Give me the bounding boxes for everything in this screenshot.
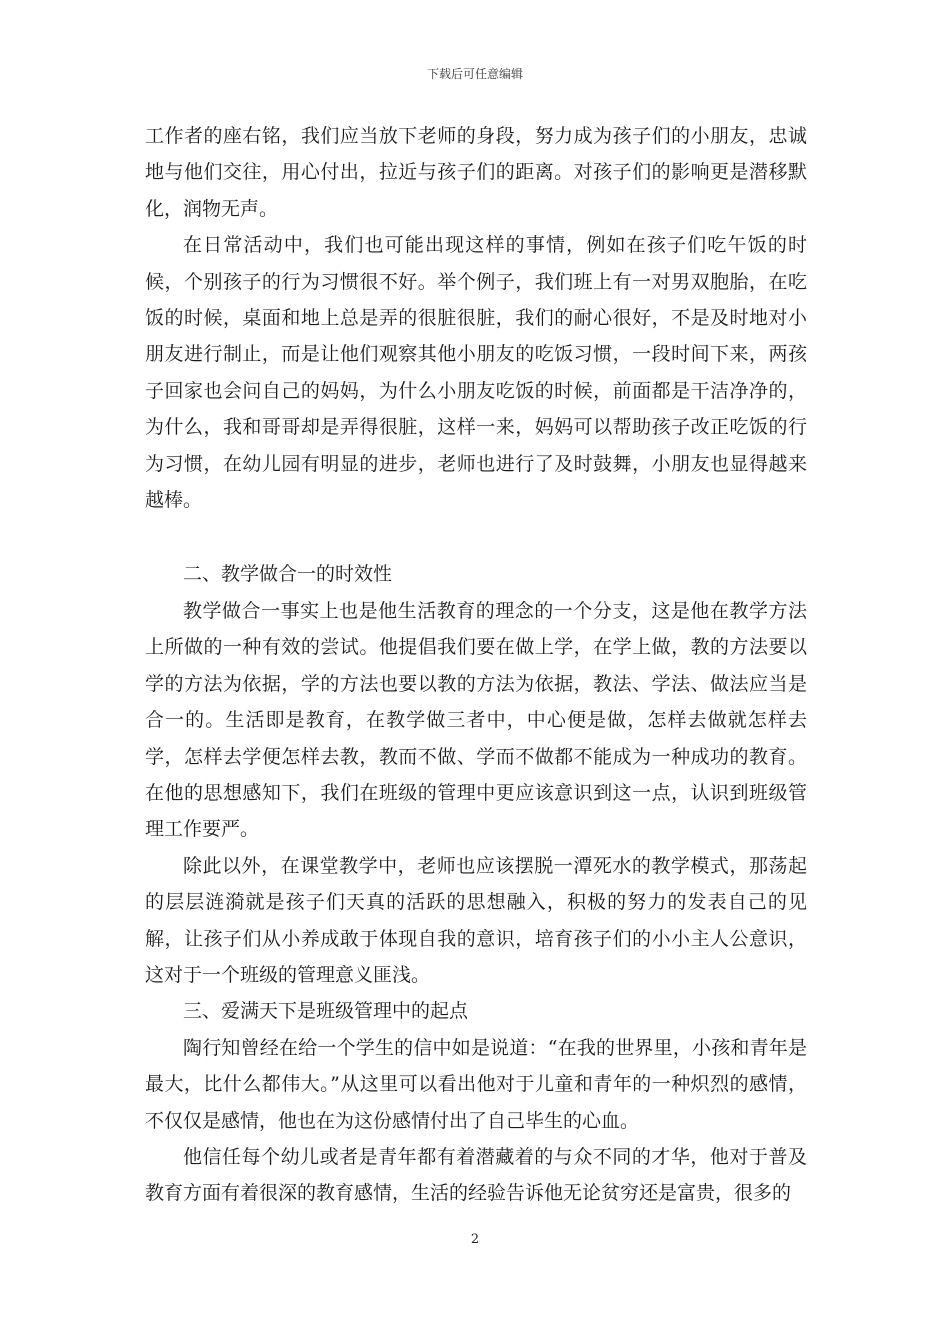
section-heading-3: 三、爱满天下是班级管理中的起点: [183, 1000, 469, 1023]
paragraph-tao-letter: 陶行知曾经在给一个学生的信中如是说道：“在我的世界里，小孩和青年是最大，比什么都伟大。”从这里可以看出他对于儿童和青年的一种炽烈的感情，不仅仅是感情，他也在为这份感情付出了自己毕生的心血。: [145, 1036, 807, 1132]
paragraph-trust-talent: 他信任每个幼儿或者是青年都有着潜藏着的与众不同的才华，他对于普及教育方面有着很深的教育感情，生活的经验告诉他无论贫穷还是富贵，很多的: [145, 1145, 807, 1205]
section-heading-2: 二、教学做合一的时效性: [183, 563, 393, 586]
paragraph-spacer: [145, 518, 807, 556]
paragraph-daily-activities: 在日常活动中，我们也可能出现这样的事情，例如在孩子们吃午饭的时候，个别孩子的行为习惯很不好。举个例子，我们班上有一对男双胞胎，在吃饭的时候，桌面和地上总是弄的很脏很脏，我们的耐心很好，不是及时地对小朋友进行制止，而是让他们观察其他小朋友的吃饭习惯，一段时间下来，两孩子回家也会问自己的妈妈，为什么小朋友吃饭的时候，前面都是干洁净净的，为什么，我和哥哥却是弄得很脏，这样一来，妈妈可以帮助孩子改正吃饭的行为习惯，在幼儿园有明显的进步，老师也进行了及时鼓舞，小朋友也显得越来越棒。: [145, 234, 807, 512]
paragraph-classroom-teaching: 除此以外，在课堂教学中，老师也应该摆脱一潭死水的教学模式，那荡起的层层涟漪就是孩子们天真的活跃的思想融入，积极的努力的发表自己的见解，让孩子们从小养成敢于体现自我的意识，培育孩子们的小小主人公意识，这对于一个班级的管理意义匪浅。: [145, 854, 807, 986]
paragraph-continuation: 工作者的座右铭，我们应当放下老师的身段，努力成为孩子们的小朋友，忠诚地与他们交往，用心付出，拉近与孩子们的距离。对孩子们的影响更是潜移默化，润物无声。: [145, 125, 807, 220]
page-header: 下载后可任意编辑: [426, 67, 523, 81]
document-body: [145, 118, 807, 1212]
paragraph-teaching-unity: 教学做合一事实上也是他生活教育的理念的一个分支，这是他在教学方法上所做的一种有效的尝试。他提倡我们要在做上学，在学上做，教的方法要以学的方法为依据，学的方法也要以教的方法为依据，教法、学法、做法应当是合一的。生活即是教育，在教学做三者中，中心便是做，怎样去做就怎样去学，怎样去学便怎样去教，教而不做、学而不做都不能成为一种成功的教育。在他的思想感知下，我们在班级的管理中更应该意识到这一点，认识到班级管理工作要严。: [145, 599, 807, 841]
page-number: 2: [470, 1232, 480, 1247]
